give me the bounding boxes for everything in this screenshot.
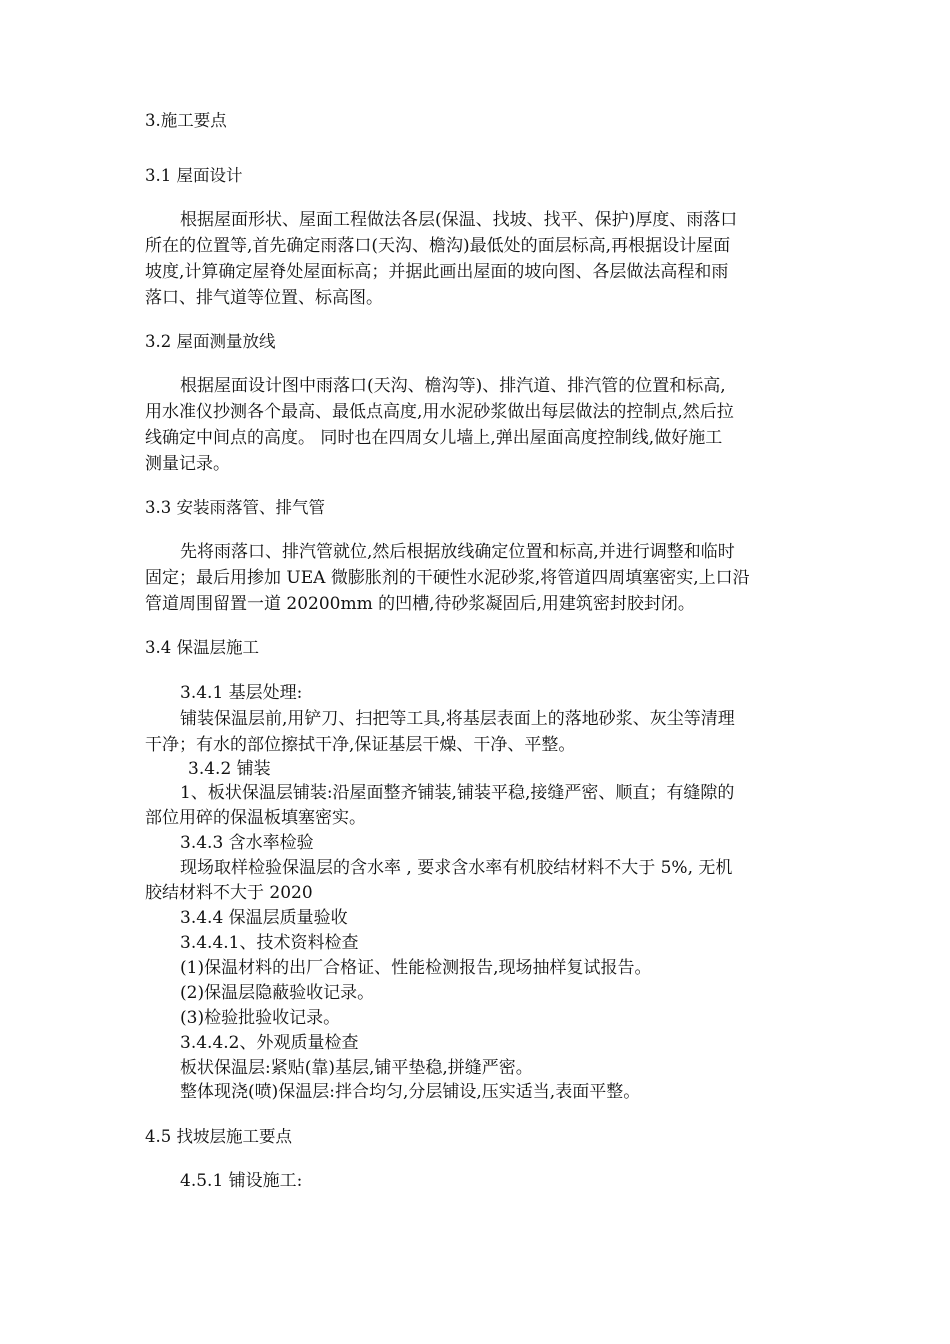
section-3-title: 3.施工要点 — [145, 111, 227, 130]
paragraph-line: 部位用碎的保温板填塞密实。 — [145, 808, 366, 828]
section-3-1-paragraph-line: 所在的位置等,首先确定雨落口(天沟、檐沟)最低处的面层标高,再根据设计屋面 — [145, 236, 731, 256]
list-item: (1)保温材料的出厂合格证、性能检测报告,现场抽样复试报告。 — [180, 958, 652, 978]
subsection-heading: 3.4.2 铺装 — [188, 759, 271, 779]
section-3-1-heading: 3.1 屋面设计 — [145, 166, 243, 185]
paragraph-line: 现场取样检验保温层的含水率 , 要求含水率有机胶结材料不大于 5%, 无机 — [180, 858, 733, 878]
paragraph-line: 干净；有水的部位擦拭干净,保证基层干燥、干净、平整。 — [145, 735, 576, 755]
section-3-3-paragraph-line: 管道周围留置一道 20200mm 的凹槽,待砂浆凝固后,用建筑密封胶封闭。 — [145, 594, 695, 614]
section-3-4-heading: 3.4 保温层施工 — [145, 638, 259, 657]
list-item: (3)检验批验收记录。 — [180, 1008, 341, 1028]
paragraph-line: 1、板状保温层铺装:沿屋面整齐铺装,铺装平稳,接缝严密、顺直；有缝隙的 — [180, 783, 735, 803]
subsection-heading: 3.4.3 含水率检验 — [180, 833, 314, 853]
section-3-3-paragraph-line: 固定；最后用掺加 UEA 微膨胀剂的干硬性水泥砂浆,将管道四周填塞密实,上口沿 — [145, 568, 750, 588]
section-3-2-paragraph-line: 根据屋面设计图中雨落口(天沟、檐沟等)、排汽道、排汽管的位置和标高, — [180, 376, 726, 396]
subsection-heading: 3.4.4.2、外观质量检查 — [180, 1033, 359, 1053]
section-3-2-paragraph-line: 用水准仪抄测各个最高、最低点高度,用水泥砂浆做出每层做法的控制点,然后拉 — [145, 402, 734, 422]
paragraph-line: 整体现浇(喷)保温层:拌合均匀,分层铺设,压实适当,表面平整。 — [180, 1082, 641, 1102]
paragraph-line: 铺装保温层前,用铲刀、扫把等工具,将基层表面上的落地砂浆、灰尘等清理 — [180, 709, 735, 729]
list-item: (2)保温层隐蔽验收记录。 — [180, 983, 375, 1003]
subsection-heading: 4.5.1 铺设施工: — [180, 1171, 303, 1191]
subsection-heading: 3.4.4 保温层质量验收 — [180, 908, 348, 928]
subsection-heading: 3.4.4.1、技术资料检查 — [180, 933, 359, 953]
section-3-1-paragraph-line: 坡度,计算确定屋脊处屋面标高；并据此画出屋面的坡向图、各层做法高程和雨 — [145, 262, 729, 282]
section-3-3-heading: 3.3 安装雨落管、排气管 — [145, 498, 325, 517]
paragraph-line: 板状保温层:紧贴(靠)基层,铺平垫稳,拼缝严密。 — [180, 1058, 533, 1078]
section-3-1-paragraph-line: 落口、排气道等位置、标高图。 — [145, 288, 383, 308]
section-3-2-paragraph-line: 线确定中间点的高度。 同时也在四周女儿墙上,弹出屋面高度控制线,做好施工 — [145, 428, 723, 448]
section-4-5-heading: 4.5 找坡层施工要点 — [145, 1127, 292, 1146]
section-3-2-heading: 3.2 屋面测量放线 — [145, 332, 276, 351]
section-3-2-paragraph-line: 测量记录。 — [145, 454, 230, 474]
section-3-1-paragraph-line: 根据屋面形状、屋面工程做法各层(保温、找坡、找平、保护)厚度、雨落口 — [180, 210, 738, 230]
subsection-heading: 3.4.1 基层处理: — [180, 683, 303, 703]
section-3-3-paragraph-line: 先将雨落口、排汽管就位,然后根据放线确定位置和标高,并进行调整和临时 — [180, 542, 735, 562]
paragraph-line: 胶结材料不大于 2020 — [145, 883, 313, 903]
